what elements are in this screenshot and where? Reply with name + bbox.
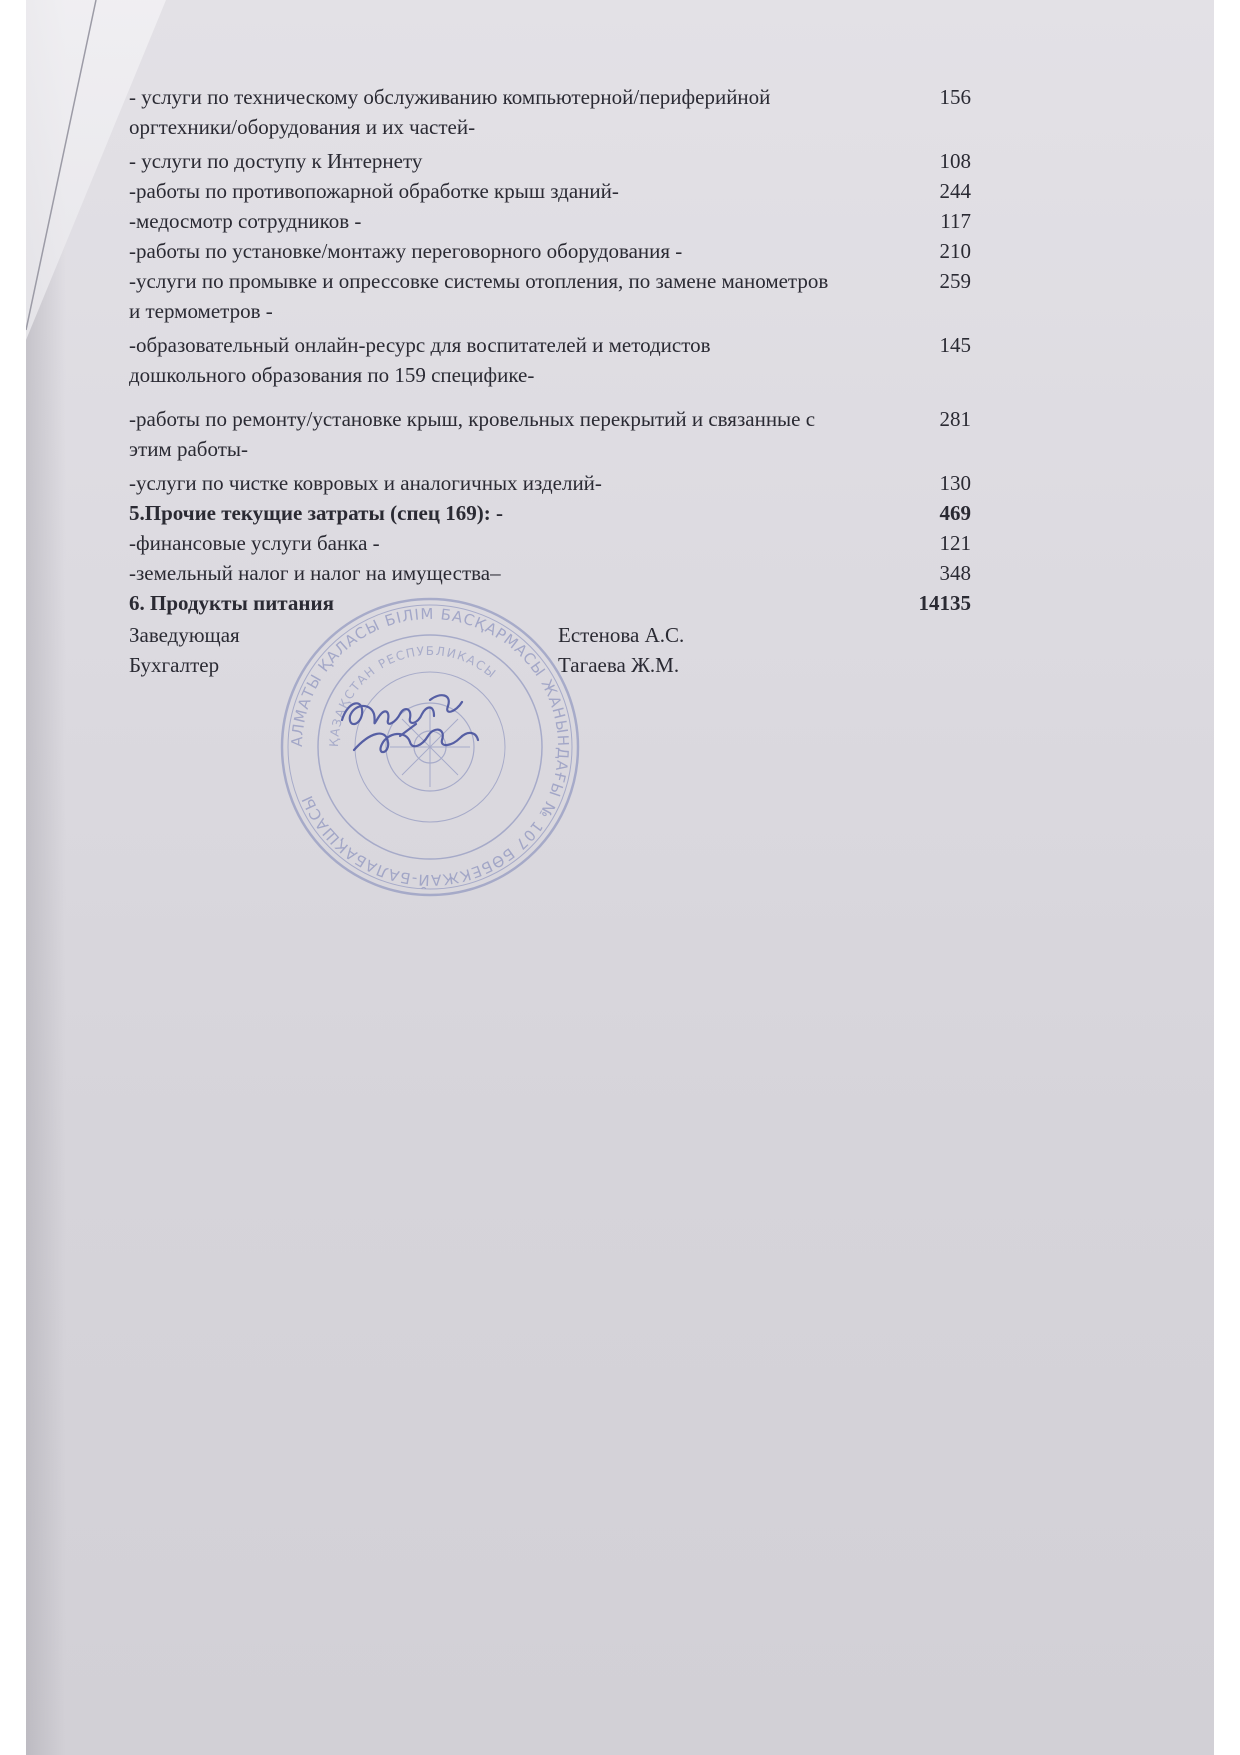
line-item-label: -земельный налог и налог на имущества– xyxy=(129,561,501,585)
stamp-outer-text: АЛМАТЫ ҚАЛАСЫ БІЛІМ БАСҚАРМАСЫ ЖАНЫНДАҒЫ № 107 БӨБЕКЖАЙ-БАЛАБАҚШАСЫ xyxy=(287,604,573,890)
section-5-title: 5.Прочие текущие затраты (спец 169): - xyxy=(129,501,503,525)
line-item-label: -медосмотр сотрудников - xyxy=(129,209,362,233)
line-item-value: 259 xyxy=(939,269,971,293)
line-item xyxy=(129,330,971,390)
line-item-value: 121 xyxy=(939,531,971,555)
line-item-label: -работы по установке/монтажу переговорного оборудования - xyxy=(129,239,683,263)
head-name: Естенова А.С. xyxy=(558,623,685,647)
line-item-label: -работы по противопожарной обработке крыш зданий- xyxy=(129,179,619,203)
handwritten-signature xyxy=(330,680,490,770)
line-item-label: -работы по ремонту/установке крыш, кровельных перекрытий и связанные с этим работы- xyxy=(129,407,816,461)
line-item-value: 108 xyxy=(939,149,971,173)
line-item-label: -услуги по чистке ковровых и аналогичных изделий- xyxy=(129,471,602,495)
line-item-value: 348 xyxy=(939,561,971,585)
line-item-label: -услуги по промывке и опрессовке системы отопления, по замене манометров и термометров - xyxy=(129,269,829,323)
section-5-heading xyxy=(129,498,971,528)
line-item xyxy=(129,528,971,558)
line-item xyxy=(129,146,971,176)
head-role: Заведующая xyxy=(129,623,240,647)
line-item xyxy=(129,404,971,464)
section-6-total: 14135 xyxy=(918,591,971,615)
line-item xyxy=(129,206,971,236)
line-item-value: 117 xyxy=(940,209,971,233)
line-item-value: 145 xyxy=(939,333,971,357)
line-item-label: -образовательный онлайн-ресурс для воспитателей и методистов дошкольного образования по 159 специфике- xyxy=(129,333,711,387)
line-item-value: 130 xyxy=(939,471,971,495)
section-5-total: 469 xyxy=(939,501,971,525)
line-item-label: - услуги по доступу к Интернету xyxy=(129,149,423,173)
line-item xyxy=(129,468,971,498)
stamp-inner-text: ҚАЗАҚСТАН РЕСПУБЛИКАСЫ xyxy=(326,643,500,748)
accountant-name: Тагаева Ж.М. xyxy=(558,653,680,677)
line-item xyxy=(129,266,971,326)
line-item xyxy=(129,558,971,588)
line-item-value: 281 xyxy=(939,407,971,431)
line-item-value: 210 xyxy=(939,239,971,263)
section-6-title: 6. Продукты питания xyxy=(129,591,334,615)
accountant-role: Бухгалтер xyxy=(129,653,220,677)
line-item-label: - услуги по техническому обслуживанию компьютерной/периферийной оргтехники/оборудования и их частей- xyxy=(129,85,771,139)
line-item-value: 244 xyxy=(939,179,971,203)
line-item xyxy=(129,82,971,142)
line-item-label: -финансовые услуги банка - xyxy=(129,531,380,555)
line-item xyxy=(129,176,971,206)
line-item-value: 156 xyxy=(939,85,971,109)
line-item xyxy=(129,236,971,266)
